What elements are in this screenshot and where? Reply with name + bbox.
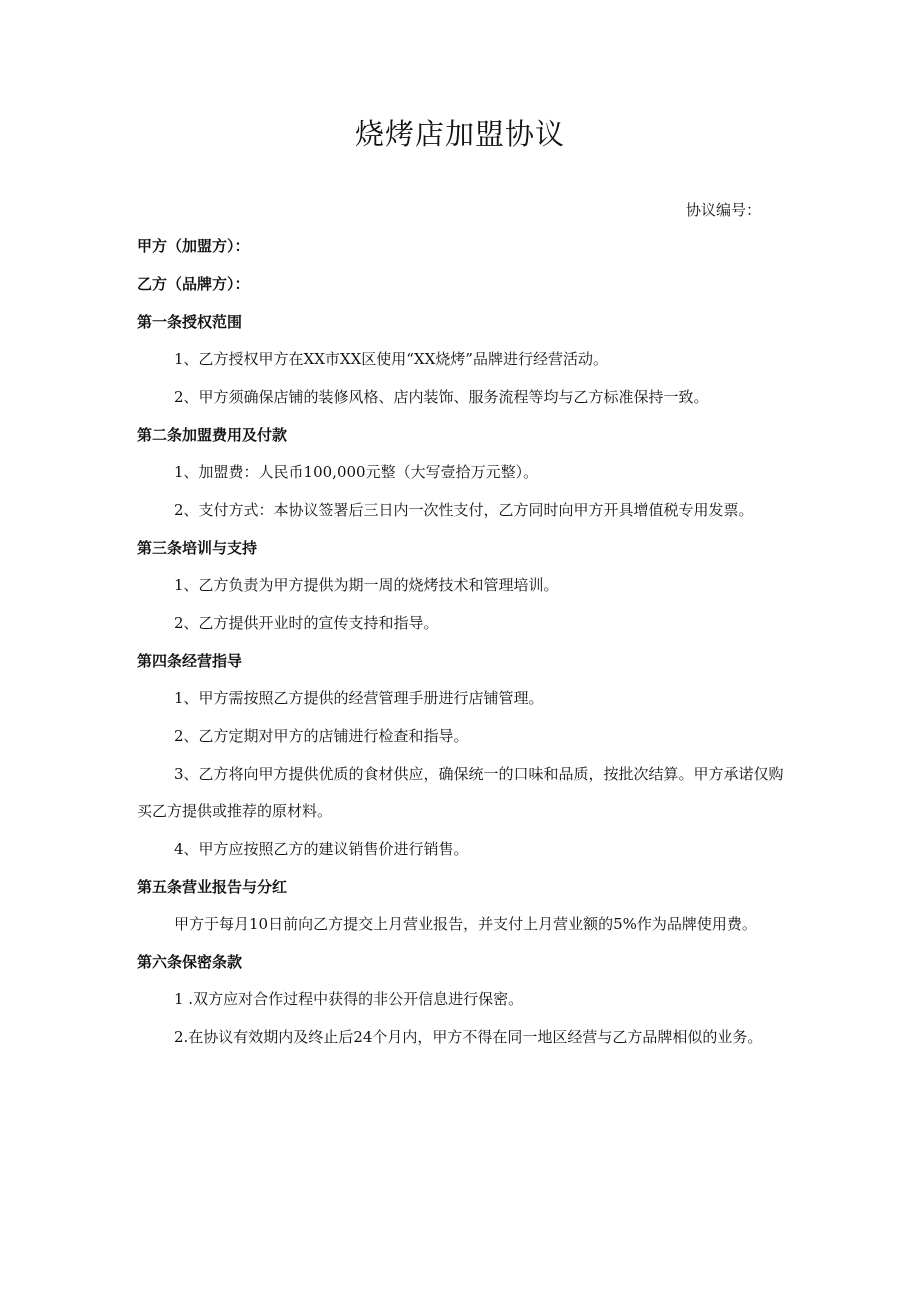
party-a-label: 甲方（加盟方）： [137, 237, 250, 255]
clause: 3、乙方将向甲方提供优质的食材供应，确保统一的口味和品质，按批次结算。甲方承诺仅购买乙方提供或推荐的原材料。 [137, 765, 784, 820]
article-heading: 第一条授权范围 [137, 313, 243, 331]
clause: 2、支付方式：本协议签署后三日内一次性支付，乙方同时向甲方开具增值税专用发票。 [174, 501, 754, 519]
clause: 2、甲方须确保店铺的装修风格、店内装饰、服务流程等均与乙方标准保持一致。 [174, 388, 709, 406]
article-2 [137, 424, 785, 529]
clause: 1 .双方应对合作过程中获得的非公开信息进行保密。 [174, 990, 524, 1008]
article-4 [137, 650, 785, 868]
article-1 [137, 311, 785, 416]
party-b-label: 乙方（品牌方）： [137, 275, 250, 293]
clause: 2、乙方提供开业时的宣传支持和指导。 [174, 614, 439, 632]
clause: 2、乙方定期对甲方的店铺进行检查和指导。 [174, 727, 469, 745]
clause: 2.在协议有效期内及终止后24个月内，甲方不得在同一地区经营与乙方品牌相似的业务。 [174, 1028, 763, 1046]
document-title: 烧烤店加盟协议 [354, 117, 565, 151]
clause: 1、乙方负责为甲方提供为期一周的烧烤技术和管理培训。 [174, 576, 559, 594]
article-5 [137, 876, 785, 943]
clause: 1、加盟费：人民币100,000元整（大写壹拾万元整）。 [174, 463, 539, 481]
clause: 1、甲方需按照乙方提供的经营管理手册进行店铺管理。 [174, 689, 544, 707]
clause: 4、甲方应按照乙方的建议销售价进行销售。 [174, 840, 469, 858]
clause: 甲方于每月10日前向乙方提交上月营业报告，并支付上月营业额的5%作为品牌使用费。 [174, 915, 757, 933]
article-heading: 第五条营业报告与分红 [137, 878, 288, 896]
article-heading: 第四条经营指导 [137, 652, 243, 670]
agreement-number-label: 协议编号： [686, 201, 762, 219]
article-heading: 第三条培训与支持 [137, 539, 258, 557]
document-body [137, 235, 785, 1064]
clause: 1、乙方授权甲方在XX市XX区使用“XX烧烤”品牌进行经营活动。 [174, 350, 608, 368]
article-heading: 第二条加盟费用及付款 [137, 426, 288, 444]
article-3 [137, 537, 785, 642]
article-6 [137, 951, 785, 1056]
article-heading: 第六条保密条款 [137, 953, 243, 971]
